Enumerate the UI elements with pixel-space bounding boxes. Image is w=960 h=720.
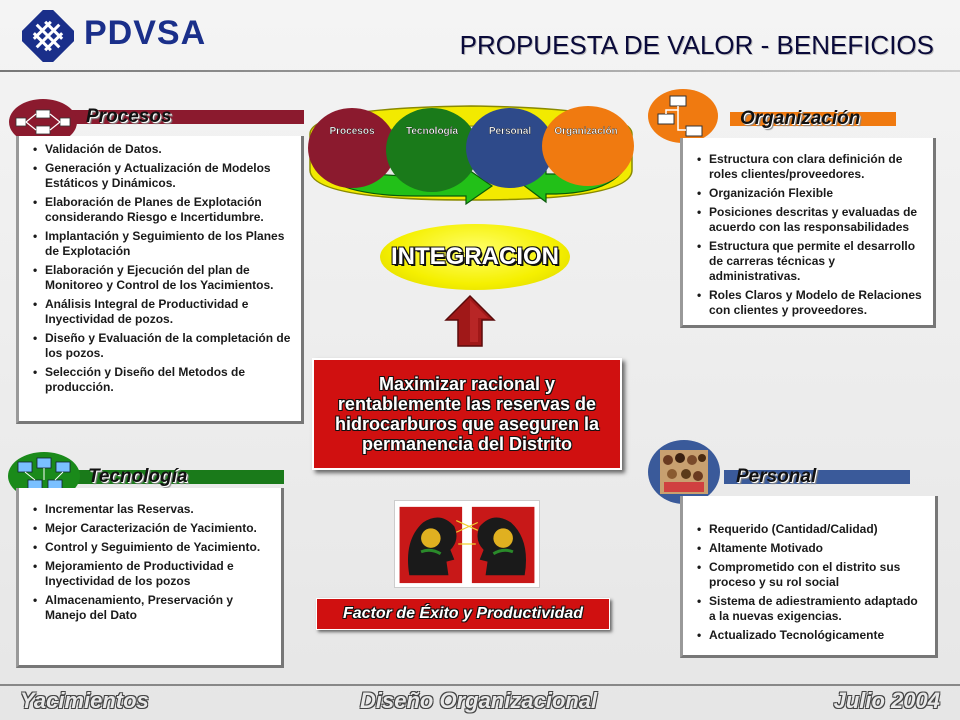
cycle-label-tecnologia: Tecnología bbox=[405, 126, 459, 137]
slide-title: PROPUESTA DE VALOR - BENEFICIOS bbox=[459, 30, 934, 60]
org-chart-icon bbox=[646, 88, 720, 144]
cycle-sphere-procesos bbox=[308, 108, 396, 188]
personal-list bbox=[683, 516, 935, 653]
footer-center: Diseño Organizacional bbox=[360, 688, 598, 713]
slide-header bbox=[0, 0, 960, 72]
cycle-sphere-organizacion bbox=[542, 106, 634, 186]
cycle-label-procesos: Procesos bbox=[329, 126, 375, 137]
list-item: • Actualizado Tecnológicamente bbox=[693, 628, 925, 643]
header-divider bbox=[0, 70, 960, 72]
tecnologia-list bbox=[19, 488, 281, 633]
organizacion-banner bbox=[690, 108, 896, 128]
list-item: • Estructura que permite el desarrollo de carreras técnicas y administrativas. bbox=[693, 239, 923, 284]
goal-statement: Maximizar racional y rentablemente las reservas de hidrocarburos que aseguren la permanencia del Distrito bbox=[334, 374, 600, 454]
list-item: • Mejoramiento de Productividad e Inyectividad de los pozos bbox=[29, 559, 271, 589]
organizacion-title: Organización bbox=[740, 108, 861, 129]
integracion-label: INTEGRACION bbox=[391, 243, 559, 270]
list-item: • Comprometido con el distrito sus proceso y su rol social bbox=[693, 560, 925, 590]
integration-cycle-diagram bbox=[296, 96, 646, 206]
list-item: • Requerido (Cantidad/Calidad) bbox=[693, 522, 925, 537]
organizacion-list bbox=[683, 138, 933, 328]
procesos-list bbox=[19, 136, 301, 405]
list-item: • Almacenamiento, Preservación y Manejo del Dato bbox=[29, 593, 271, 623]
factor-exito-box bbox=[316, 598, 610, 630]
up-arrow-icon bbox=[444, 294, 496, 348]
list-item: • Elaboración y Ejecución del plan de Monitoreo y Control de los Yacimientos. bbox=[29, 263, 291, 293]
list-item: • Diseño y Evaluación de la completación de los pozos. bbox=[29, 331, 291, 361]
cycle-sphere-personal bbox=[466, 108, 554, 188]
two-heads-thinking-icon bbox=[394, 500, 540, 588]
list-item: • Altamente Motivado bbox=[693, 541, 925, 556]
list-item: • Selección y Diseño del Metodos de producción. bbox=[29, 365, 291, 395]
footer-divider bbox=[0, 684, 960, 686]
footer-right: Julio 2004 bbox=[833, 688, 940, 713]
pdvsa-logo-icon bbox=[22, 10, 74, 62]
goal-statement-box bbox=[312, 358, 622, 470]
footer-left: Yacimientos bbox=[20, 688, 149, 713]
personal-panel bbox=[680, 496, 938, 658]
list-item: • Roles Claros y Modelo de Relaciones con clientes y proveedores. bbox=[693, 288, 923, 318]
cycle-sphere-tecnologia bbox=[386, 108, 478, 192]
list-item: • Implantación y Seguimiento de los Planes de Explotación bbox=[29, 229, 291, 259]
list-item: • Validación de Datos. bbox=[29, 142, 291, 157]
organizacion-panel bbox=[680, 138, 936, 328]
list-item: • Generación y Actualización de Modelos Estáticos y Dinámicos. bbox=[29, 161, 291, 191]
factor-exito-label: Factor de Éxito y Productividad bbox=[342, 605, 584, 622]
cycle-label-organizacion: Organización bbox=[554, 126, 618, 137]
list-item: • Incrementar las Reservas. bbox=[29, 502, 271, 517]
list-item: • Control y Seguimiento de Yacimiento. bbox=[29, 540, 271, 555]
list-item: • Análisis Integral de Productividad e Inyectividad de pozos. bbox=[29, 297, 291, 327]
personal-banner bbox=[700, 466, 910, 486]
tecnologia-panel bbox=[16, 488, 284, 668]
cycle-label-personal: Personal bbox=[488, 126, 532, 137]
list-item: • Elaboración de Planes de Explotación considerando Riesgo e Incertidumbre. bbox=[29, 195, 291, 225]
brand-name: PDVSA bbox=[84, 14, 207, 52]
list-item: • Mejor Caracterización de Yacimiento. bbox=[29, 521, 271, 536]
tecnologia-title: Tecnología bbox=[88, 466, 188, 487]
integracion-badge bbox=[380, 224, 570, 290]
list-item: • Posiciones descritas y evaluadas de acuerdo con las responsabilidades bbox=[693, 205, 923, 235]
list-item: • Organización Flexible bbox=[693, 186, 923, 201]
list-item: • Estructura con clara definición de roles clientes/proveedores. bbox=[693, 152, 923, 182]
procesos-title: Procesos bbox=[86, 106, 172, 127]
list-item: • Sistema de adiestramiento adaptado a la nuevas exigencias. bbox=[693, 594, 925, 624]
personal-title: Personal bbox=[736, 466, 817, 487]
procesos-panel bbox=[16, 136, 304, 424]
